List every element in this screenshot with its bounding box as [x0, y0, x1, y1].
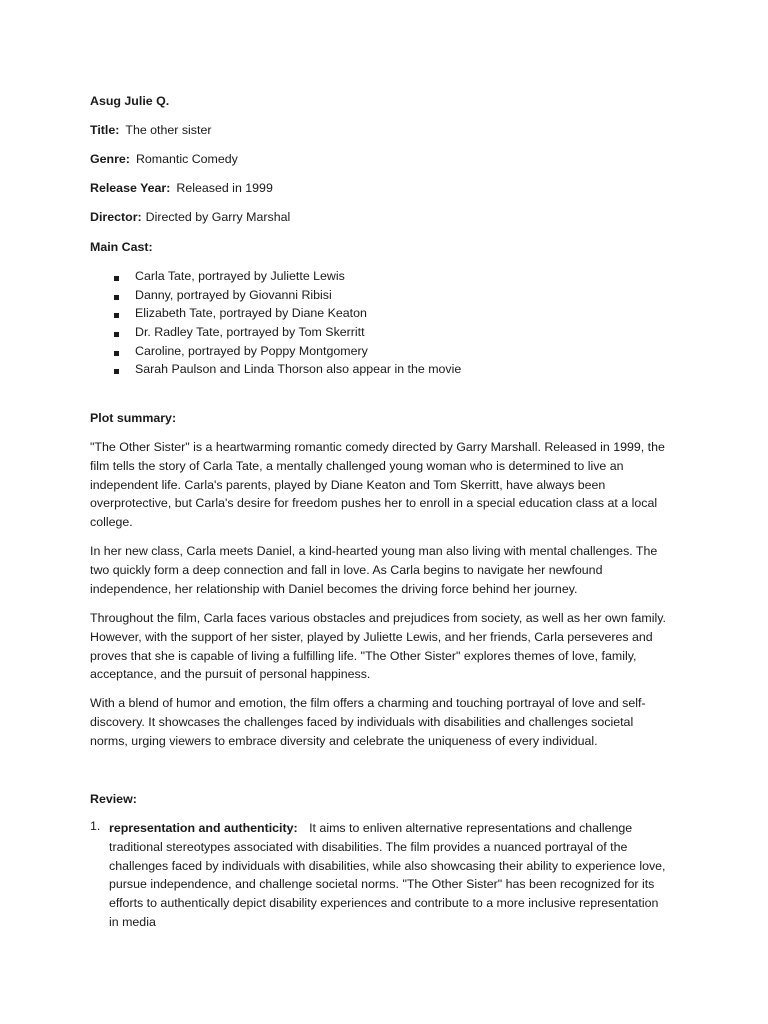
- document-page: Asug Julie Q. Title: The other sister Genre: Romantic Comedy Release Year: Released in 1999 Director: Directed by Garry Marshal Main Cast: Carla Tate, portrayed by Juliette Lewis Danny, portrayed by Giovanni Ribisi Elizabeth Tate, portrayed by Diane Keaton Dr. Radley Tate, portrayed by Tom Skerritt Caroline, portrayed by Poppy Montgomery Sarah Paulson and Linda Thorson also appear in the movie Plot summary: "The Other Sister" is a heartwarming romantic comedy directed by Garry Marshall. Released in 1999, the film tells the story of Carla Tate, a mentally challenged young woman who is determined to live an independent life. Carla's parents, played by Diane Keaton and Tom Skerritt, have always been overprotective, but Carla's desire for freedom pushes her to enroll in a special education class at a local college. In her new class, Carla meets Daniel, a kind-hearted young man also living with mental challenges. The two quickly form a deep connection and fall in love. As Carla begins to navigate her newfound independence, her relationship with Daniel becomes the driving force behind her journey. Throughout the film, Carla faces various obstacles and prejudices from society, as well as her own family. However, with the support of her sister, played by Juliette Lewis, and her friends, Carla perseveres and proves that she is capable of living a fulfilling life. "The Other Sister" explores themes of love, family, acceptance, and the pursuit of personal happiness. With a blend of humor and emotion, the film offers a charming and touching portrayal of love and self- discovery. It showcases the challenges faced by individuals with disabilities and challenges societal norms, urging viewers to embrace diversity and celebrate the uniqueness of every individual. Review: 1. representation and authenticity: It aims to enliven alternative representations and challenge traditional stereotypes associated with disabilities. The film provides a nuanced portrayal of the challenges faced by individuals with disabilities, while also showcasing their ability to experience love, pursue independence, and challenge societal norms. "The Other Sister" has been recognized for its efforts to authentically depict disability experiences and contribute to a more inclusive representation in media: [0, 0, 768, 1024]
- plot-paragraph: Throughout the film, Carla faces various obstacles and prejudices from society, as well as her own family. However, with the support of her sister, played by Juliette Lewis, and her friends, Carla perseveres and proves that she is capable of living a fulfilling life. "The Other Sister" explores themes of love, family, acceptance, and the pursuit of personal happiness.: [90, 611, 666, 682]
- director-field: [90, 210, 290, 224]
- title-field: [90, 123, 211, 137]
- genre-field: [90, 152, 238, 166]
- plot-summary-heading: Plot summary:: [90, 411, 177, 425]
- review-item-number: 1.: [90, 819, 101, 833]
- plot-paragraph: "The Other Sister" is a heartwarming romantic comedy directed by Garry Marshall. Released in 1999, the film tells the story of Carla Tate, a mentally challenged young woman who is determined to live an independent life. Carla's parents, played by Diane Keaton and Tom Skerritt, have always been overprotective, but Carla's desire for freedom pushes her to enroll in a special education class at a local college.: [90, 440, 665, 530]
- title-value: The other sister: [125, 123, 212, 137]
- director-value: Directed by Garry Marshal: [145, 210, 291, 224]
- release-year-label: Release Year:: [90, 181, 171, 195]
- review-heading: Review:: [90, 792, 137, 806]
- release-year-value: Released in 1999: [176, 181, 273, 195]
- bullet-icon: [114, 332, 119, 337]
- bullet-icon: [114, 351, 119, 356]
- main-cast-heading: Main Cast:: [90, 240, 153, 254]
- plot-paragraph: With a blend of humor and emotion, the film offers a charming and touching portrayal of love and self- discovery. It showcases the challenges faced by individuals with disabilities and challenges societal norms, urging viewers to embrace diversity and celebrate the uniqueness of every individual.: [90, 696, 646, 748]
- bullet-icon: [114, 369, 119, 374]
- genre-label: Genre:: [90, 152, 130, 166]
- genre-value: Romantic Comedy: [135, 152, 238, 166]
- plot-paragraph: In her new class, Carla meets Daniel, a kind-hearted young man also living with mental challenges. The two quickly form a deep connection and fall in love. As Carla begins to navigate her newfound independence, her relationship with Daniel becomes the driving force behind her journey.: [90, 544, 658, 596]
- bullet-icon: [114, 295, 119, 300]
- review-item-term: representation and authenticity:: [109, 821, 298, 835]
- director-label: Director:: [90, 210, 142, 224]
- bullet-icon: [114, 313, 119, 318]
- author-name: Asug Julie Q.: [90, 94, 170, 108]
- review-item-body: representation and authenticity: It aims to enliven alternative representations and challenge traditional stereotypes associated with disabilities. The film provides a nuanced portrayal of the challenges faced by individuals with disabilities, while also showcasing their ability to experience love, pursue independence, and challenge societal norms. "The Other Sister" has been recognized for its efforts to authentically depict disability experiences and contribute to a more inclusive representation in media: [109, 821, 666, 929]
- title-label: Title:: [90, 123, 120, 137]
- bullet-icon: [114, 276, 119, 281]
- release-year-field: [90, 181, 273, 195]
